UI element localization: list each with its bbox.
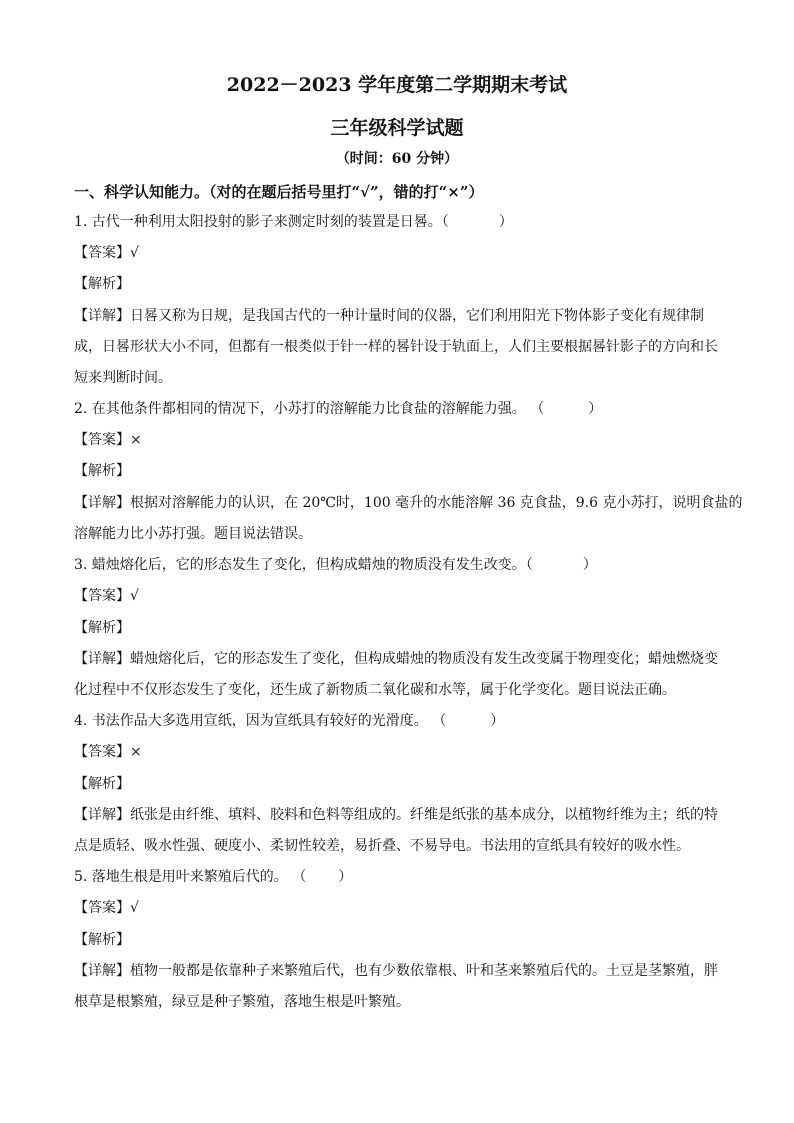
answer-value: √ xyxy=(130,588,139,604)
detail-line xyxy=(74,306,724,326)
exam-time: （时间：60 分钟） xyxy=(335,151,459,167)
answer-value: √ xyxy=(130,900,139,916)
answer-label: 【答案】 xyxy=(74,245,130,261)
question-text: 3. 蜡烛熔化后，它的形态发生了变化，但构成蜡烛的物质没有发生改变。（ xyxy=(74,557,533,573)
detail-line: 点是质轻、吸水性强、硬度小、柔韧性较差，易折叠、不易导电。书法用的宣纸具有较好的吸水性。 xyxy=(74,838,690,854)
paren-close: ） xyxy=(498,214,513,230)
detail-label: 【详解】 xyxy=(74,308,130,324)
analysis-label: 【解析】 xyxy=(74,776,130,792)
exam-title: 2022－2023 学年度第二学期期末考试 xyxy=(226,74,568,96)
detail-text: 蜡烛熔化后，它的形态发生了变化，但构成蜡烛的物质没有发生改变属于物理变化；蜡烛燃烧变 xyxy=(130,651,718,667)
answer-row xyxy=(74,898,724,918)
question-stem xyxy=(74,867,724,887)
detail-line: 根草是根繁殖，绿豆是种子繁殖，落地生根是叶繁殖。 xyxy=(74,994,410,1010)
detail-text: 纸张是由纤维、填料、胶料和色料等组成的。纤维是纸张的基本成分，以植物纤维为主；纸的特 xyxy=(130,807,718,823)
question-stem xyxy=(74,212,724,232)
answer-value: × xyxy=(130,432,142,448)
answer-value: × xyxy=(130,744,142,760)
analysis-label: 【解析】 xyxy=(74,276,130,292)
question-stem xyxy=(74,711,724,731)
exam-subtitle: 三年级科学试题 xyxy=(330,117,464,139)
answer-row xyxy=(74,243,724,263)
detail-label: 【详解】 xyxy=(74,495,130,511)
detail-line: 成，日晷形状大小不同，但都有一根类似于针一样的晷针设于轨面上，人们主要根据晷针影子的方向和长 xyxy=(74,339,718,355)
answer-value: √ xyxy=(130,245,139,261)
analysis-label: 【解析】 xyxy=(74,463,130,479)
detail-line: 化过程中不仅形态发生了变化，还生成了新物质二氧化碳和水等，属于化学变化。题目说法正确。 xyxy=(74,682,676,698)
detail-label: 【详解】 xyxy=(74,963,130,979)
section-heading: 一、科学认知能力。（对的在题后括号里打“√”，错的打“×”） xyxy=(74,183,484,201)
answer-row xyxy=(74,586,724,606)
answer-label: 【答案】 xyxy=(74,900,130,916)
paren-close: ） xyxy=(588,401,603,417)
question-stem xyxy=(74,399,724,419)
paren-close: ） xyxy=(490,713,505,729)
detail-text: 植物一般都是依靠种子来繁殖后代，也有少数依靠根、叶和茎来繁殖后代的。土豆是茎繁殖，胖 xyxy=(130,963,718,979)
detail-line: 短来判断时间。 xyxy=(74,370,172,386)
detail-line xyxy=(74,961,724,981)
question-text: 5. 落地生根是用叶来繁殖后代的。 （ xyxy=(74,869,307,885)
answer-row xyxy=(74,430,724,450)
question-stem xyxy=(74,555,724,575)
question-text: 4. 书法作品大多选用宣纸，因为宣纸具有较好的光滑度。 （ xyxy=(74,713,447,729)
detail-line: 溶解能力比小苏打强。题目说法错误。 xyxy=(74,526,312,542)
detail-text: 日晷又称为日规，是我国古代的一种计量时间的仪器，它们利用阳光下物体影子变化有规律制 xyxy=(130,308,704,324)
detail-label: 【详解】 xyxy=(74,807,130,823)
analysis-label: 【解析】 xyxy=(74,620,130,636)
detail-label: 【详解】 xyxy=(74,651,130,667)
question-text: 2. 在其他条件都相同的情况下，小苏打的溶解能力比食盐的溶解能力强。 （ xyxy=(74,401,545,417)
detail-text: 根据对溶解能力的认识，在 20℃时，100 毫升的水能溶解 36 克食盐，9.6 克小苏打，说明食盐的 xyxy=(130,495,743,511)
detail-line xyxy=(74,805,724,825)
paren-close: ） xyxy=(338,869,353,885)
answer-label: 【答案】 xyxy=(74,744,130,760)
answer-label: 【答案】 xyxy=(74,432,130,448)
answer-label: 【答案】 xyxy=(74,588,130,604)
paren-close: ） xyxy=(582,557,597,573)
analysis-label: 【解析】 xyxy=(74,932,130,948)
question-text: 1. 古代一种利用太阳投射的影子来测定时刻的装置是日晷。（ xyxy=(74,214,449,230)
answer-row xyxy=(74,742,724,762)
detail-line xyxy=(74,649,724,669)
detail-line xyxy=(74,493,743,513)
